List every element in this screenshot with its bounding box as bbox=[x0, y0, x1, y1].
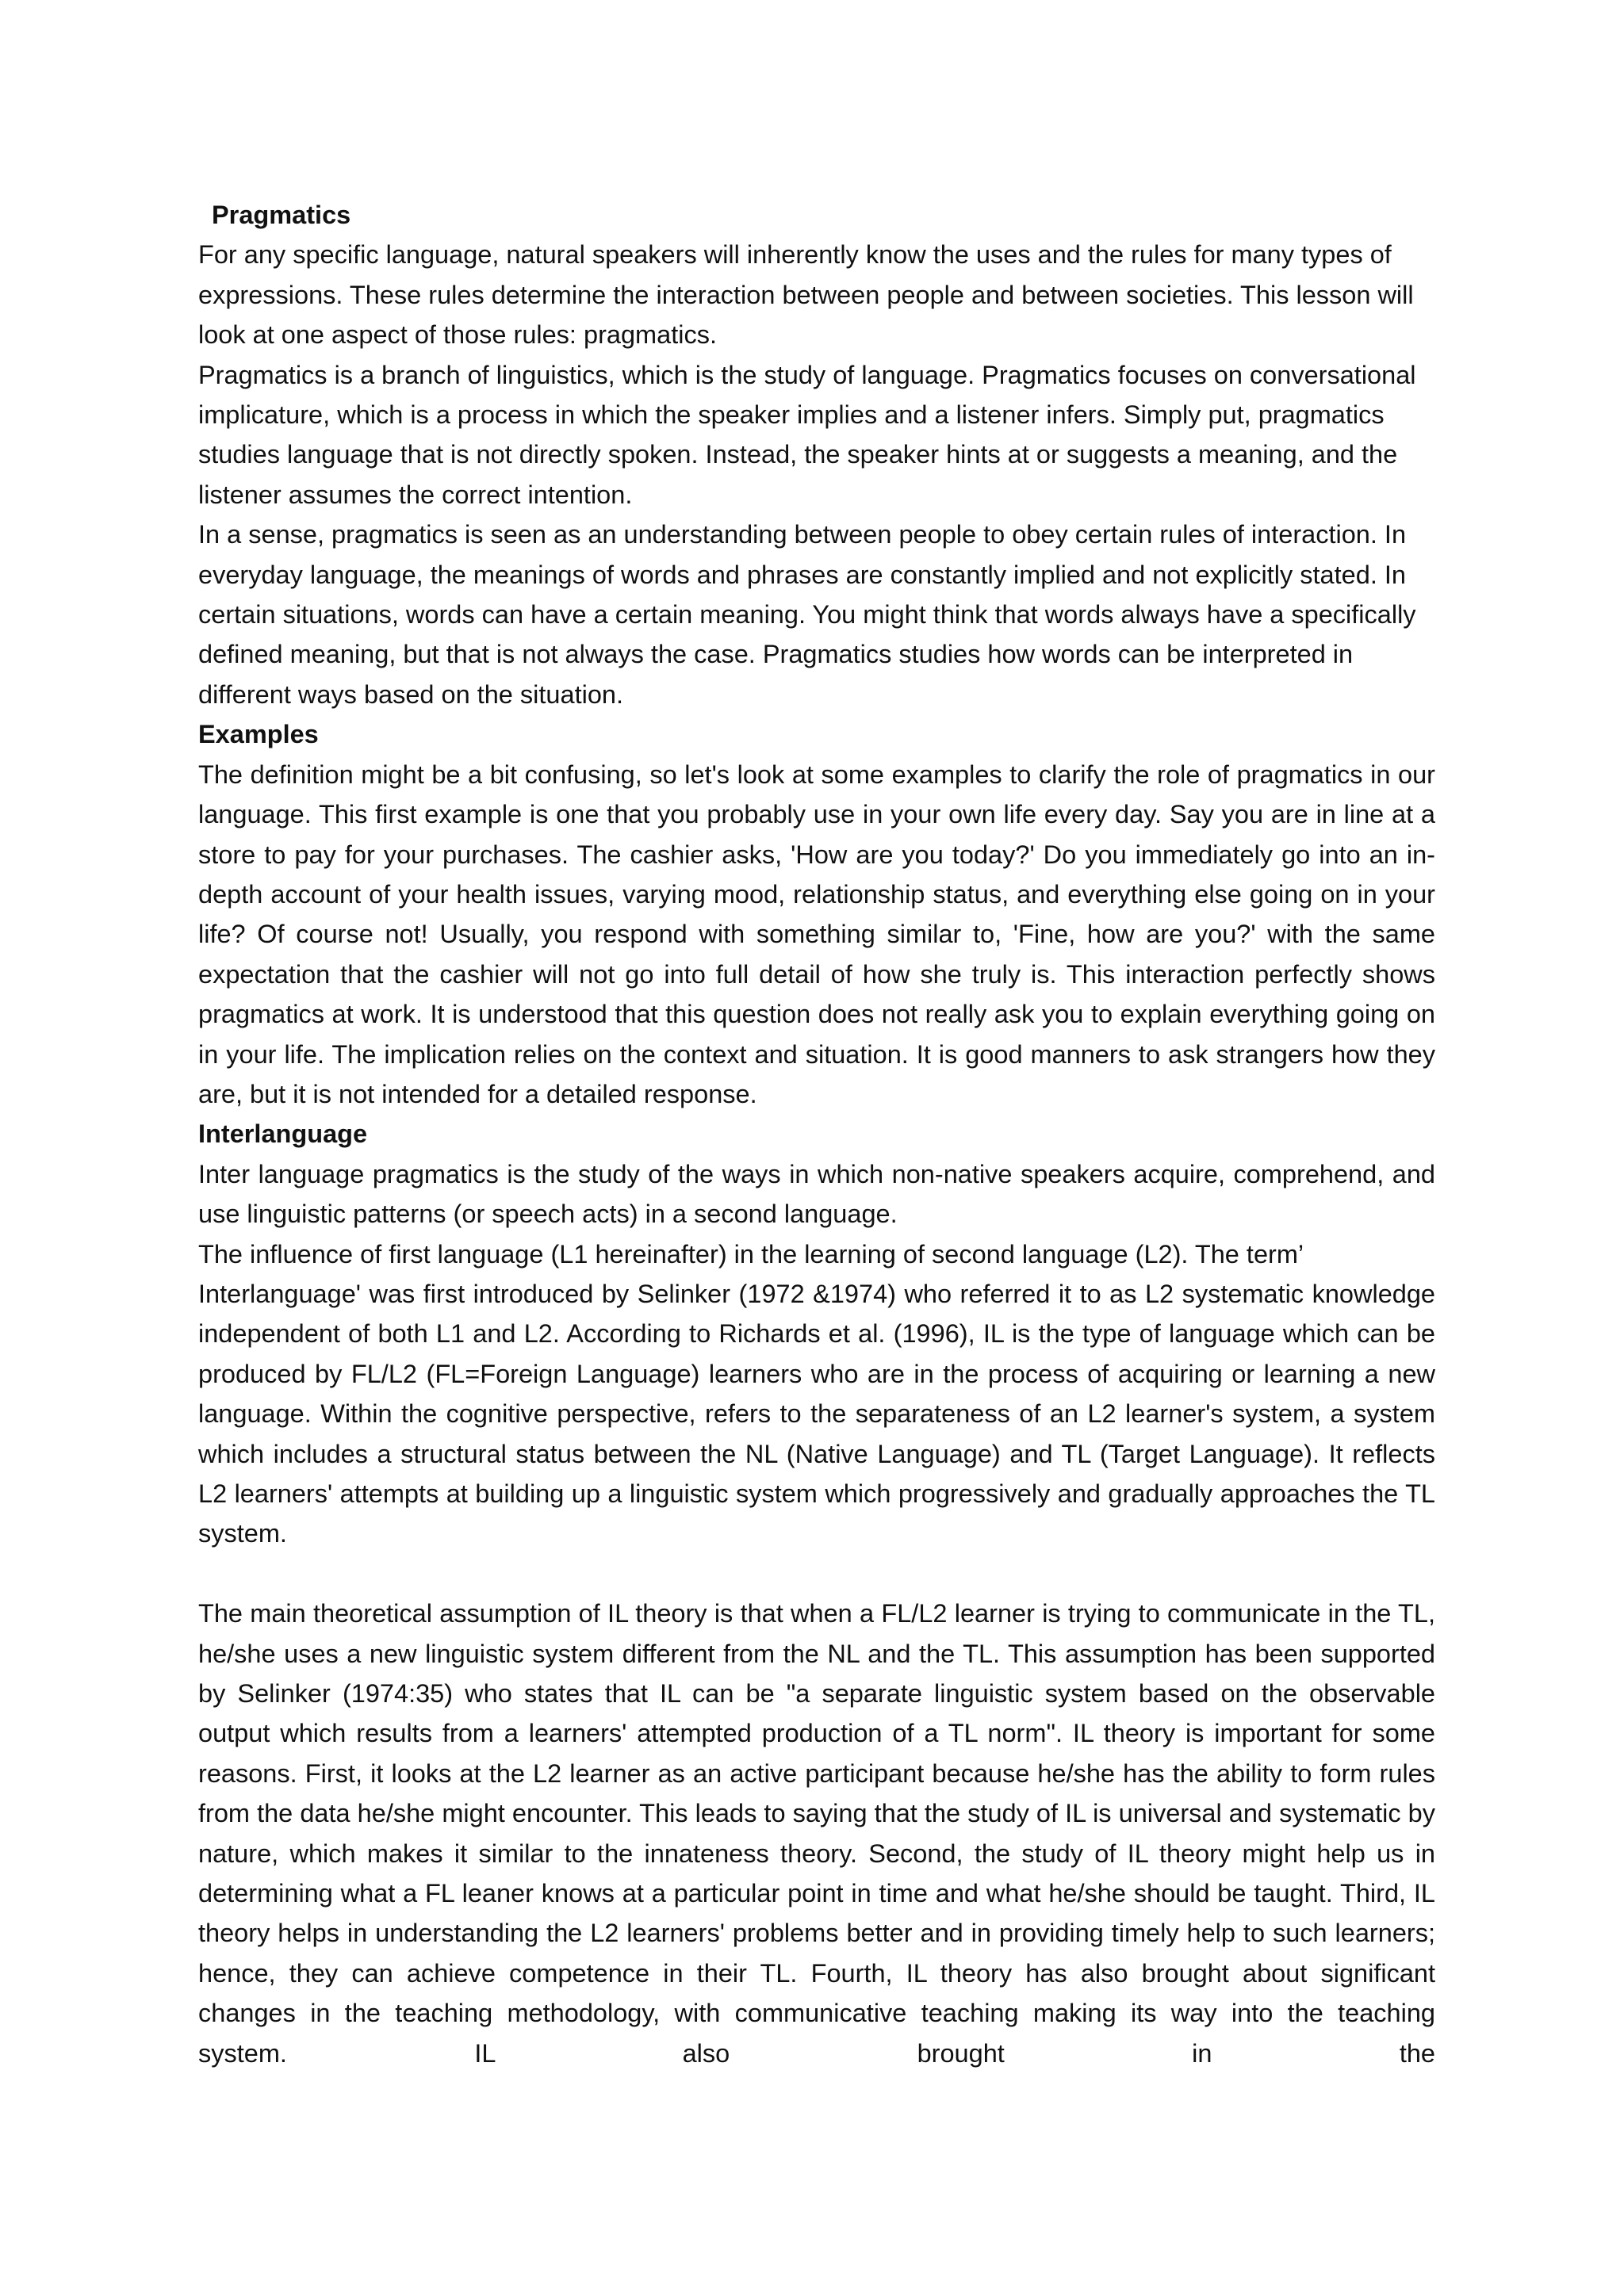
heading-interlanguage: Interlanguage bbox=[198, 1119, 368, 1149]
paragraph: Pragmatics is a branch of linguistics, which is the study of language. Pragmatics focuses on conversational implicature, which is a process in which the speaker implies and a listener infers. Simply put, pragmatics studies language that is not directly spoken. Instead, the speaker hints at or suggests a meaning, and the listener assumes the correct intention. bbox=[198, 360, 1416, 509]
paragraph: Inter language pragmatics is the study of the ways in which non-native speakers acquire, comprehend, and use linguistic patterns (or speech acts) in a second language. bbox=[198, 1159, 1435, 1229]
heading-examples: Examples bbox=[198, 720, 319, 749]
paragraph: The definition might be a bit confusing, so let's look at some examples to clarify the role of pragmatics in our language. This first example is one that you probably use in your own life every day. Say you are in line at a store to pay for your purchases. The cashier asks, 'How are you today?' Do you immediately go into an in-depth account of your health issues, varying mood, relationship status, and everything else going on in your life? Of course not! Usually, you respond with something similar to, 'Fine, how are you?' with the same expectation that the cashier will not go into full detail of how she truly is. This interaction perfectly shows pragmatics at work. It is understood that this question does not really ask you to explain everything going on in your life. The implication relies on the context and situation. It is good manners to ask strangers how they are, but it is not intended for a detailed response. bbox=[198, 760, 1435, 1108]
paragraph: The main theoretical assumption of IL theory is that when a FL/L2 learner is trying to communicate in the TL, he/she uses a new linguistic system different from the NL and the TL. This assumption has been supported by Selinker (1974:35) who states that IL can be "a separate linguistic system based on the observable output which results from a learners' attempted production of a TL norm". IL theory is important for some reasons. First, it looks at the L2 learner as an active participant because he/she has the ability to form rules from the data he/she might encounter. This leads to saying that the study of IL is universal and systematic by nature, which makes it similar to the innateness theory. Second, the study of IL theory might help us in determining what a FL leaner knows at a particular point in time and what he/she should be taught. Third, IL theory helps in understanding the L2 learners' problems better and in providing timely help to such learners; hence, they can achieve competence in their TL. Fourth, IL theory has also brought about significant changes in the teaching methodology, with communicative teaching making its way into the teaching system. IL also brought in the bbox=[198, 1599, 1435, 2068]
document-page bbox=[198, 195, 1435, 2073]
paragraph: In a sense, pragmatics is seen as an understanding between people to obey certain rules of interaction. In everyday language, the meanings of words and phrases are constantly implied and not explicitly stated. In certain situations, words can have a certain meaning. You might think that words always have a specifically defined meaning, but that is not always the case. Pragmatics studies how words can be interpreted in different ways based on the situation. bbox=[198, 520, 1416, 709]
paragraph: Interlanguage' was first introduced by Selinker (1972 &1974) who referred it to as L2 systematic knowledge independent of both L1 and L2. According to Richards et al. (1996), IL is the type of language which can be produced by FL/L2 (FL=Foreign Language) learners who are in the process of acquiring or learning a new language. Within the cognitive perspective, refers to the separateness of an L2 learner's system, a system which includes a structural status between the NL (Native Language) and TL (Target Language). It reflects L2 learners' attempts at building up a linguistic system which progressively and gradually approaches the TL system. bbox=[198, 1279, 1435, 1548]
paragraph: The influence of first language (L1 hereinafter) in the learning of second language (L2). The term’ bbox=[198, 1239, 1304, 1269]
heading-pragmatics: Pragmatics bbox=[212, 201, 351, 229]
paragraph-gap bbox=[198, 1554, 1435, 1594]
paragraph: For any specific language, natural speakers will inherently know the uses and the rules for many types of expressions. These rules determine the interaction between people and between societies. This lesson will look at one aspect of those rules: pragmatics. bbox=[198, 240, 1414, 350]
